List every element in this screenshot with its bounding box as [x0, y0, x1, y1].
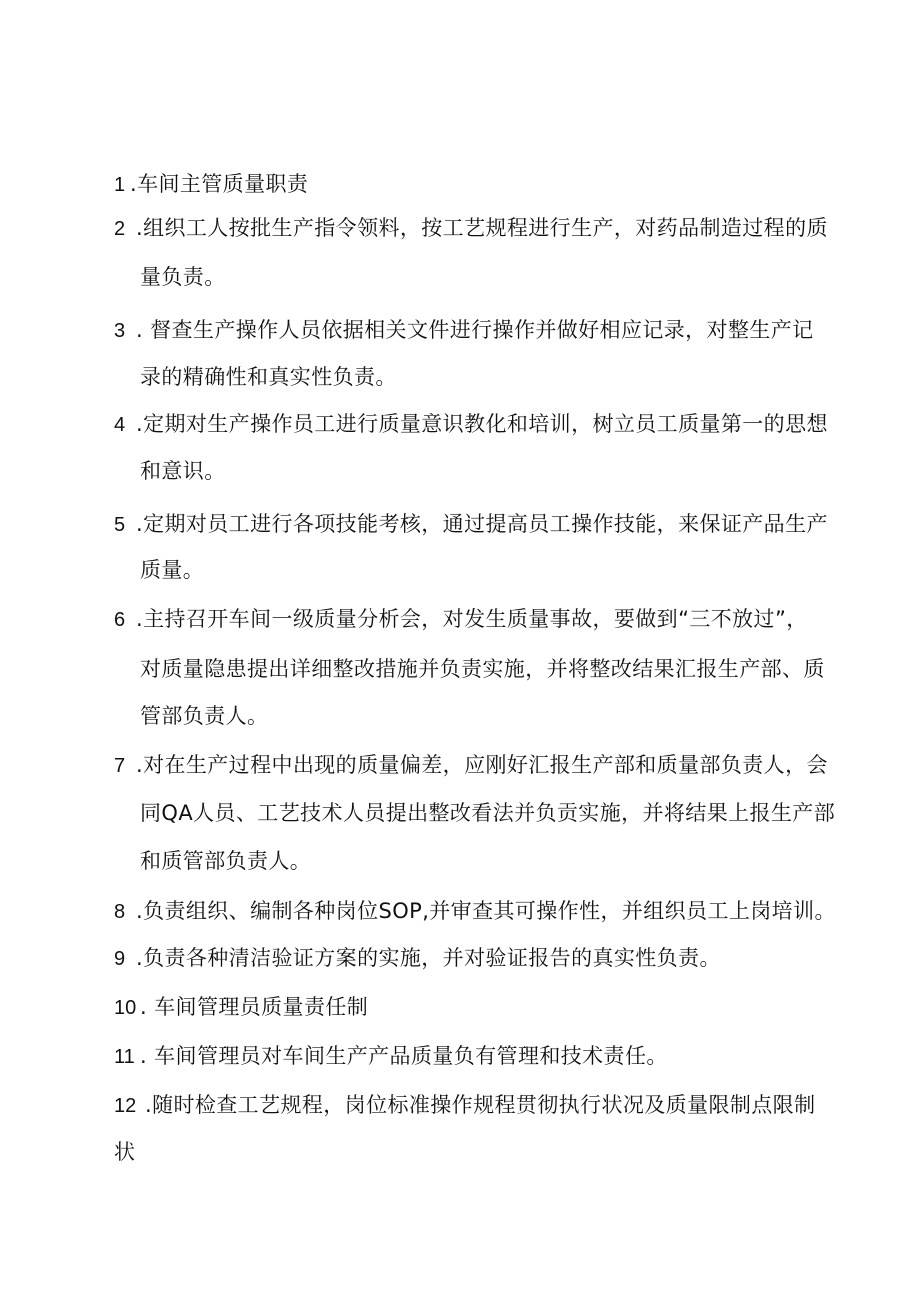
item-text-line: .定期对员工进行各项技能考核，通过提高员工操作技能，来保证产品生产: [136, 512, 828, 536]
item-text-line: 量负责。: [140, 265, 226, 289]
item-text-line: . 车间管理员质量责任制: [140, 995, 369, 1019]
item-number: 4: [114, 414, 126, 436]
item-text-line: .对在生产过程中出现的质量偏差，应刚好汇报生产部和质量部负责人，会: [136, 753, 828, 777]
item-text-line: .负责组织、编制各种岗位SOP,并审查其可操作性，并组织员工上岗培训。: [136, 899, 836, 923]
item-number: 7: [114, 755, 126, 777]
item-text-line: .车间主管质量职责: [130, 172, 309, 196]
item-number: 9: [114, 948, 126, 970]
item-text-line: 管部负责人。: [140, 704, 269, 728]
item-text-line: 和质管部负责人。: [140, 849, 312, 873]
item-number: 10: [114, 997, 137, 1019]
item-text-line: 和意识。: [140, 459, 226, 483]
item-number: 11: [114, 1046, 135, 1068]
item-number: 2: [114, 218, 126, 240]
item-number: 1: [114, 174, 126, 196]
item-text-line: 对质量隐患提出详细整改措施并负责实施，并将整改结果汇报生产部、质: [140, 657, 825, 681]
item-text-line: .组织工人按批生产指令领料，按工艺规程进行生产，对药品制造过程的质: [136, 216, 828, 240]
item-text-line: .随时检查工艺规程，岗位标准操作规程贯彻执行状况及质量限制点限制: [145, 1093, 816, 1117]
item-text-line: 质量。: [140, 558, 205, 582]
item-text-line: . 督查生产操作人员依据相关文件进行操作并做好相应记录，对整生产记: [136, 318, 814, 342]
item-number: 12: [114, 1095, 137, 1117]
item-text-line: 录的精确性和真实性负责。: [140, 365, 397, 389]
item-number: 8: [114, 901, 126, 923]
item-text-line: 状: [114, 1140, 136, 1164]
item-text-line: . 车间管理员对车间生产产品质量负有管理和技术责任。: [140, 1044, 668, 1068]
item-text-line: .主持召开车间一级质量分析会，对发生质量事故，要做到“三不放过”，: [136, 607, 808, 631]
item-text-line: .定期对生产操作员工进行质量意识教化和培训，树立员工质量第一的思想: [136, 412, 828, 436]
item-number: 5: [114, 514, 126, 536]
item-text-line: 同QA人员、工艺技术人员提出整改看法并负贡实施，并将结果上报生产部: [140, 801, 836, 825]
item-number: 3: [114, 320, 126, 342]
item-text-line: .负责各种清洁验证方案的实施，并对验证报告的真实性负责。: [136, 946, 721, 970]
item-number: 6: [114, 609, 126, 631]
